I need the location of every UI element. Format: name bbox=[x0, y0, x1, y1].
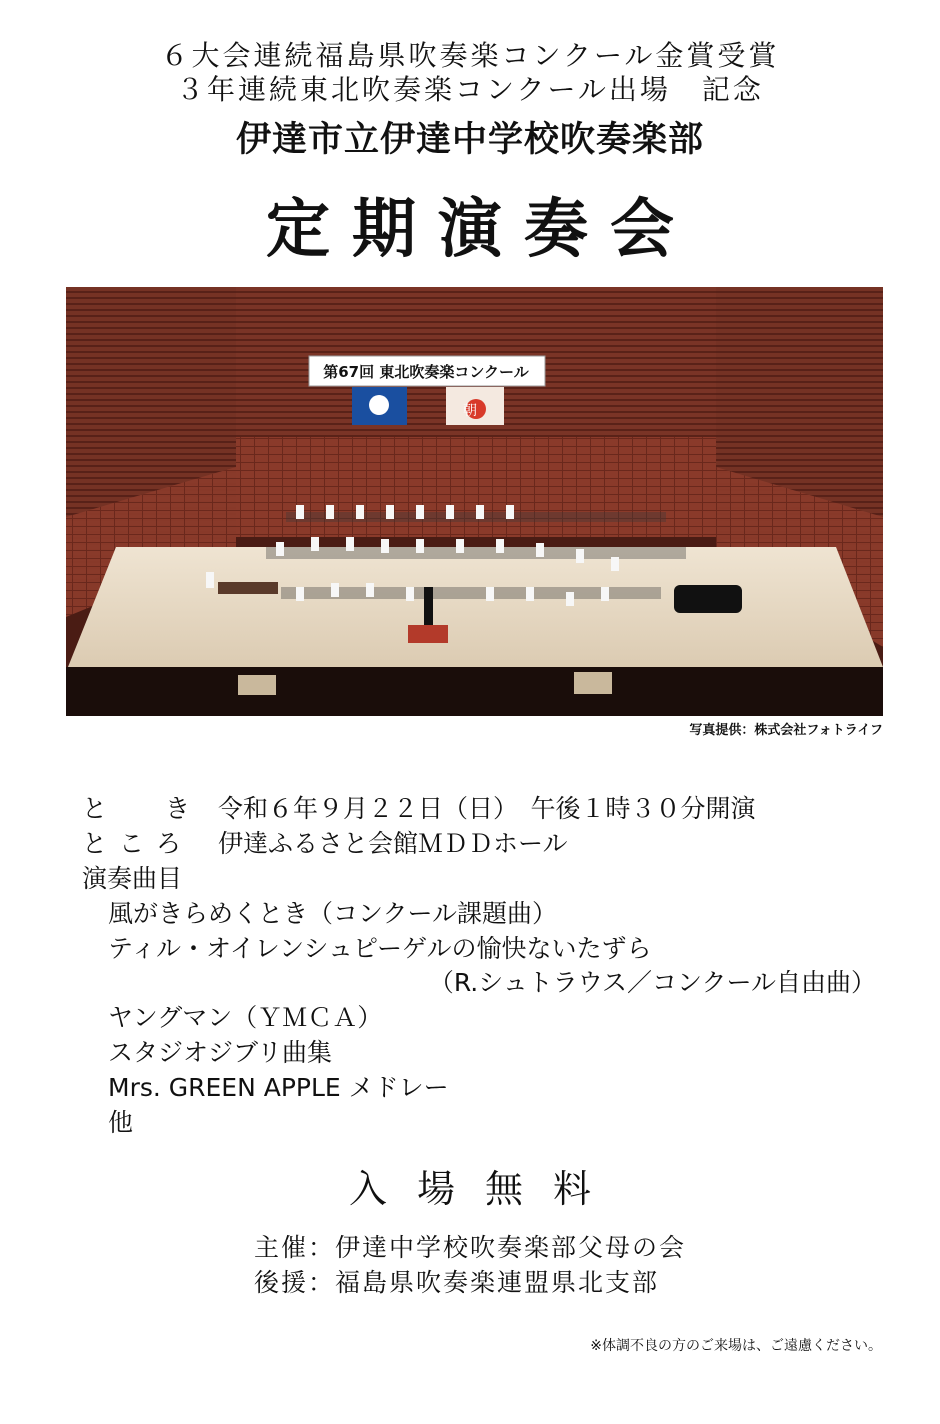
program-item: ティル・オイレンシュピーゲルの愉快ないたずら bbox=[108, 934, 652, 963]
admission-free: 入場無料 bbox=[348, 1167, 621, 1211]
when-label-b: き bbox=[165, 794, 191, 823]
support-organizer: 後援：福島県吹奏楽連盟県北支部 bbox=[254, 1268, 660, 1297]
when-label-a: と bbox=[82, 794, 108, 823]
concert-photo bbox=[66, 287, 883, 716]
page-title: 定期演奏会 bbox=[266, 193, 696, 267]
program-item: スタジオジブリ曲集 bbox=[108, 1038, 333, 1067]
program-item: 他 bbox=[108, 1108, 134, 1137]
banner-text: 第67回 東北吹奏楽コンクール bbox=[323, 363, 529, 381]
program-item: 風がきらめくとき（コンクール課題曲） bbox=[108, 899, 558, 928]
flag-text: 朝 bbox=[463, 403, 477, 419]
program-item: Mrs. GREEN APPLE メドレー bbox=[108, 1073, 449, 1102]
health-note: ※体調不良の方のご来場は、ご遠慮ください。 bbox=[590, 1338, 882, 1354]
school-name: 伊達市立伊達中学校吹奏楽部 bbox=[235, 120, 704, 160]
when-value: 令和６年９月２２日（日） 午後１時３０分開演 bbox=[218, 794, 756, 823]
where-label: ところ bbox=[82, 829, 194, 858]
program-item: ヤングマン（ＹＭＣＡ） bbox=[108, 1003, 383, 1032]
program-label: 演奏曲目 bbox=[82, 864, 183, 893]
program-item-composer: （R.シュトラウス／コンクール自由曲） bbox=[428, 968, 876, 997]
header-line-1: ６大会連続福島県吹奏楽コンクール金賞受賞 bbox=[160, 39, 780, 72]
where-value: 伊達ふるさと会館ＭＤＤホール bbox=[218, 829, 568, 858]
photo-credit: 写真提供：株式会社フォトライフ bbox=[689, 723, 883, 738]
host-organizer: 主催：伊達中学校吹奏楽部父母の会 bbox=[254, 1233, 687, 1262]
header-line-2: ３年連続東北吹奏楽コンクール出場 記念 bbox=[176, 73, 764, 106]
